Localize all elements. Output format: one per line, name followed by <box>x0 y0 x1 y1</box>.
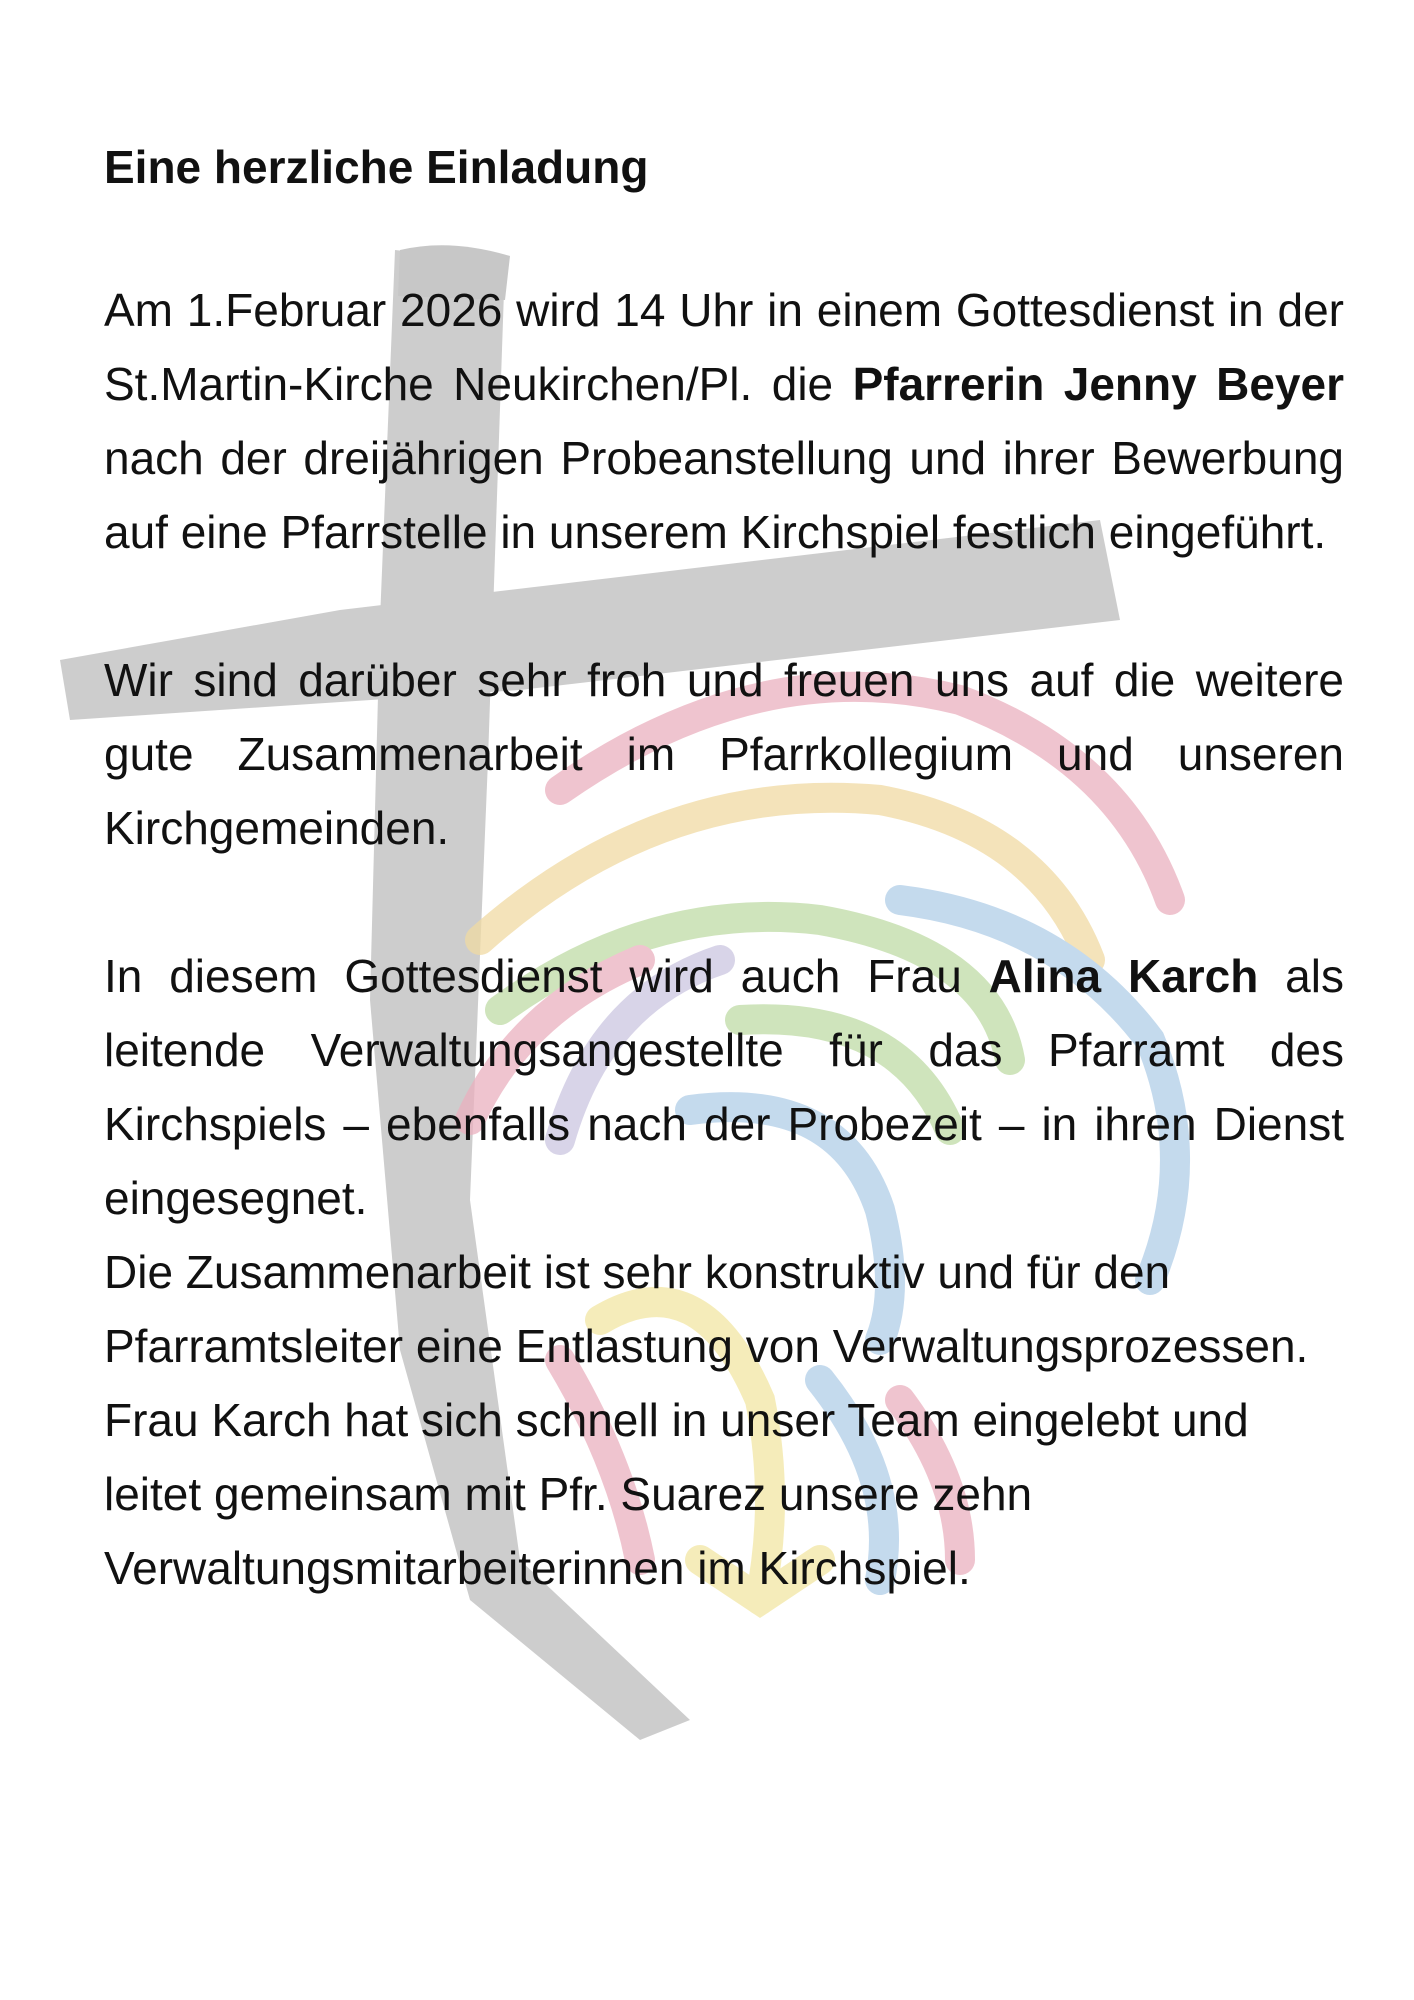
paragraph-installation <box>104 273 1344 569</box>
paragraph-text: Am 1.Februar 2026 wird 14 Uhr in einem Gottesdienst in der St.Martin-Kirche Neukirchen/Pl. die <box>104 284 1344 411</box>
document-body <box>104 140 1344 1605</box>
paragraph-blessing <box>104 939 1344 1235</box>
administrator-name: Alina Karch <box>988 950 1259 1003</box>
page-title: Eine herzliche Einladung <box>104 141 649 193</box>
paragraph-text: nach der dreijährigen Probeanstellung und ihrer Bewerbung auf eine Pfarrstelle in unserem Kirchspiel festlich eingeführt. <box>104 432 1344 559</box>
paragraph-text: als leitende Verwaltungsangestellte für das Pfarramt des Kirchspiels – ebenfalls nach der Probezeit – in ihren Dienst eingesegnet. <box>104 950 1344 1225</box>
pastor-name: Pfarrerin Jenny Beyer <box>852 358 1344 411</box>
paragraph-text: In diesem Gottesdienst wird auch Frau <box>104 950 989 1003</box>
paragraph-joy: Wir sind darüber sehr froh und freuen uns auf die weitere gute Zusammenarbeit im Pfarrkollegium und unseren Kirchgemeinden. <box>104 654 1344 855</box>
paragraph-cooperation: Die Zusammenarbeit ist sehr konstruktiv und für den Pfarramtsleiter eine Entlastung von Verwaltungsprozessen. Frau Karch hat sich schnell in unser Team eingelebt und leitet gemeinsam mit Pfr. Suarez unsere zehn Verwaltungsmitarbeiterinnen im Kirchspiel. <box>104 1246 1309 1595</box>
